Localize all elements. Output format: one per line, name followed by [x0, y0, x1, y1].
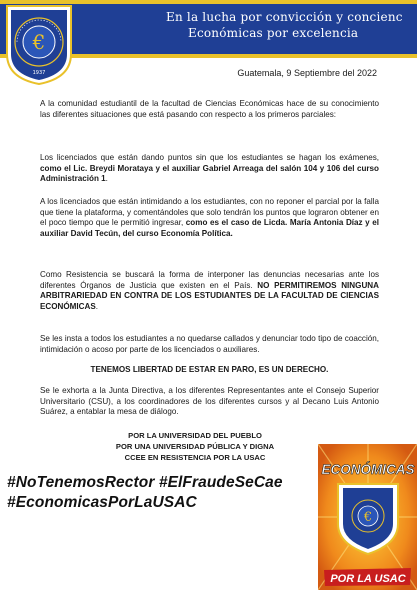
signature-line-3: CCEE EN RESISTENCIA POR LA USAC [124, 453, 266, 462]
svg-text:POR LA USAC: POR LA USAC [330, 573, 406, 585]
freedom-statement: TENEMOS LIBERTAD DE ESTAR EN PARO, ES UN DERECHO. [90, 365, 329, 374]
paragraph-text: Como Resistencia se buscará la forma de interponer las denuncias necesarias ante los diferentes Órganos de Justicia que existen en el País. [40, 270, 379, 290]
paragraph-resistance [40, 270, 379, 312]
paragraph-text: A los licenciados que están intimidando a los estudiantes, con no reponer el parcial por la falla que tiene la plataforma, y comentándoles que solo tendrán los puntos que lograron obtener en el poco tiempo que le permitió ingresar, [40, 197, 379, 228]
faculty-seal-logo [3, 2, 75, 86]
paragraph-bold-statement: NO PERMITIREMOS NINGUNA ARBITRARIEDAD EN CONTRA DE LOS ESTUDIANTES DE LA FACULTAD DE CIENCIAS ECONÓMICAS [40, 280, 379, 311]
paragraph-bold-names: como es el caso de Licda. María Antonia Díaz y el auxiliar David Tecún, del curso Economía Política. [40, 218, 379, 238]
svg-text:1937: 1937 [32, 70, 46, 76]
paragraph-text: . [95, 301, 99, 311]
document-date: Guatemala, 9 Septiembre del 2022 [237, 68, 377, 78]
header-slogan-line2: Económicas por excelencia [188, 26, 359, 40]
paragraph-points-without-exam [40, 153, 379, 185]
signature-line-2: POR UNA UNIVERSIDAD PÚBLICA Y DIGNA [115, 442, 275, 451]
paragraph-dialogue: Se le exhorta a la Junta Directiva, a los diferentes Representantes ante el Consejo Superior Universitario (CSU), a los coordinadores de los diferentes cursos y al Decano Luis Antonio Suárez, a entablar la mesa de diálogo. [40, 386, 379, 417]
paragraph-intimidation [40, 197, 379, 239]
svg-text:ECONÓMICAS: ECONÓMICAS [321, 462, 415, 477]
paragraph-intro: A la comunidad estudiantil de la facultad de Ciencias Económicas hace de su conocimiento las diferentes situaciones que está pasando con respecto a los primeros parciales: [40, 99, 379, 119]
header-slogan-line1: En la lucha por convicción y concienc [166, 10, 403, 24]
paragraph-bold-names: como el Lic. Breydi Morataya y el auxiliar Gabriel Arreaga del salón 104 y 106 del curso Administración 1 [40, 163, 379, 184]
paragraph-text: Los licenciados que están dando puntos sin que los estudiantes se hagan los exámenes, [40, 153, 379, 162]
svg-text:€: € [32, 30, 46, 54]
economicas-por-la-usac-badge [318, 444, 417, 590]
paragraph-denounce: Se les insta a todos los estudiantes a no quedarse callados y denunciar todo tipo de coacción, intimidación o acoso por parte de los licenciados o auxiliares. [40, 334, 379, 354]
hashtags-line-2: #EconomicasPorLaUSAC [7, 494, 197, 511]
paragraph-text: . [105, 174, 108, 184]
hashtags-line-1: #NoTenemosRector #ElFraudeSeCae [7, 474, 283, 491]
signature-line-1: POR LA UNIVERSIDAD DEL PUEBLO [128, 431, 262, 440]
svg-text:€: € [363, 510, 373, 525]
